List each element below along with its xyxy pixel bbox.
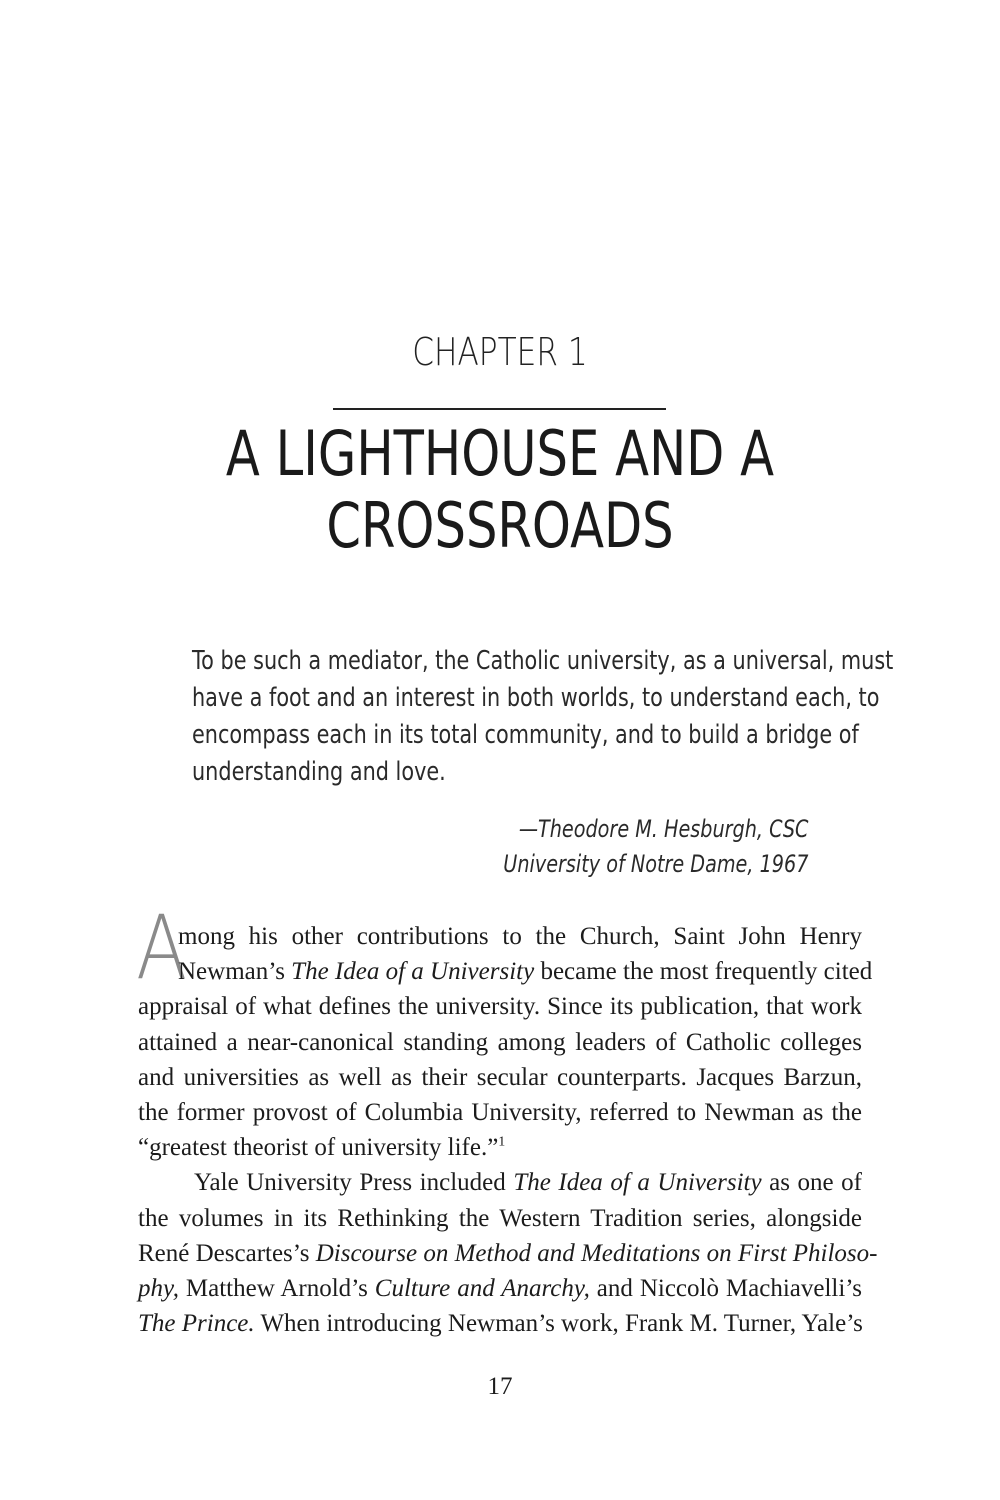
body-line: “greatest theorist of university life.”$^1$ — [138, 1134, 506, 1162]
chapter-label: CHAPTER 1 — [412, 330, 588, 374]
chapter-title-line: A LIGHTHOUSE AND A — [225, 417, 775, 490]
body-line: mong his other contributions to the Church, Saint John Henry — [178, 923, 862, 950]
epigraph-line: To be such a mediator, the Catholic university, as a universal, must — [192, 646, 894, 676]
body-line: Newman’s The Idea of a University became the most frequently cited — [178, 958, 873, 986]
attribution-source: University of Notre Dame, 1967 — [502, 850, 808, 878]
page-number: 17 — [487, 1373, 513, 1400]
epigraph-attribution — [503, 812, 808, 882]
chapter-rule — [333, 408, 666, 410]
body-line: Yale University Press included The Idea of a University as one of — [194, 1169, 862, 1197]
epigraph-line: encompass each in its total community, and to build a bridge of — [192, 720, 859, 750]
chapter-title-line: CROSSROADS — [326, 489, 674, 562]
body-line: The Prince. When introducing Newman’s work, Frank M. Turner, Yale’s — [138, 1310, 863, 1338]
footnote-marker[interactable]: 1 — [498, 1134, 506, 1150]
body-line: appraisal of what defines the university. Since its publication, that work — [138, 993, 862, 1021]
chapter-title — [100, 418, 900, 562]
epigraph-line: have a foot and an interest in both worlds, to understand each, to — [192, 683, 880, 713]
epigraph — [192, 643, 894, 791]
attribution-name: —Theodore M. Hesburgh, CSC — [518, 815, 808, 843]
body-line: the former provost of Columbia University, referred to Newman as the — [138, 1099, 862, 1127]
body-line: attained a near-canonical standing among leaders of Catholic colleges — [138, 1028, 862, 1056]
epigraph-line: understanding and love. — [192, 757, 446, 787]
body-text — [138, 919, 878, 1341]
body-line: phy, Matthew Arnold’s Culture and Anarchy, and Niccolò Machiavelli’s — [138, 1275, 862, 1303]
body-line: and universities as well as their secular counterparts. Jacques Barzun, — [138, 1063, 862, 1091]
body-line: the volumes in its Rethinking the Western Tradition series, alongside — [138, 1204, 862, 1232]
drop-cap: A — [136, 896, 188, 999]
body-line: René Descartes’s Discourse on Method and Meditations on First Philoso- — [138, 1239, 878, 1267]
